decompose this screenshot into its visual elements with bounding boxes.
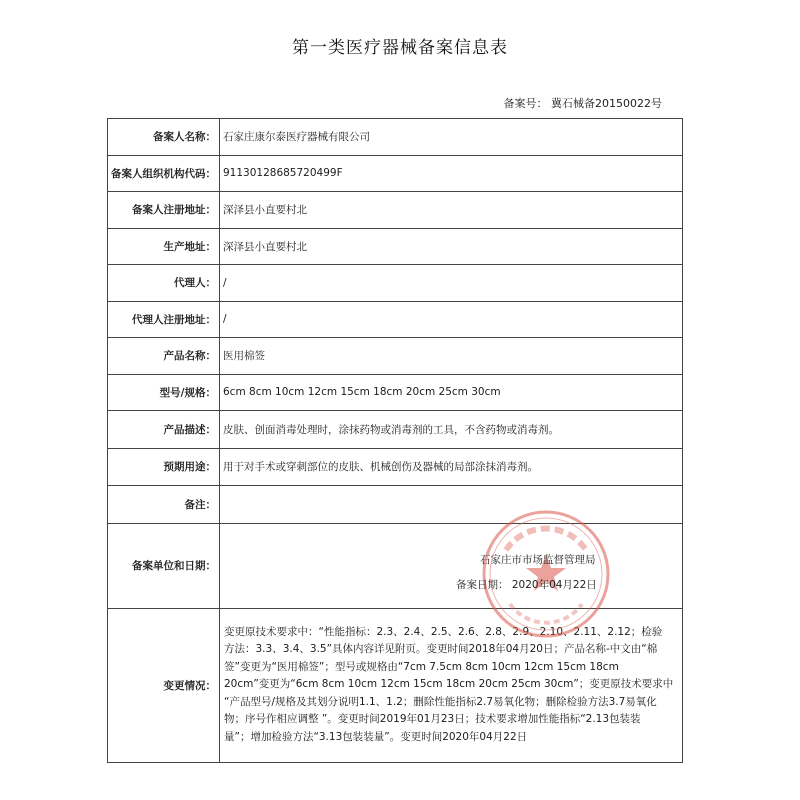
table-row bbox=[108, 301, 683, 338]
row-label: 备案人名称： bbox=[108, 119, 220, 156]
row-value: / bbox=[220, 265, 683, 302]
changes-line: 量”；增加检验方法“3.13包装装量”。变更时间2020年04月22日 bbox=[224, 730, 528, 743]
row-value: 深泽县小直要村北 bbox=[220, 228, 683, 265]
filing-date-value: 2020年04月22日 bbox=[511, 579, 597, 591]
row-value: 用于对手术或穿刺部位的皮肤、机械创伤及器械的局部涂抹消毒剂。 bbox=[220, 448, 683, 486]
row-label: 备案人注册地址： bbox=[108, 192, 220, 229]
filing-unit-label: 备案单位和日期： bbox=[108, 523, 220, 608]
row-label: 代理人注册地址： bbox=[108, 301, 220, 338]
table-row bbox=[108, 338, 683, 375]
row-value: 皮肤、创面消毒处理时，涂抹药物或消毒剂的工具，不含药物或消毒剂。 bbox=[220, 411, 683, 449]
table-row bbox=[108, 228, 683, 265]
table-row bbox=[108, 155, 683, 192]
table-row bbox=[108, 374, 683, 411]
table-row bbox=[108, 192, 683, 229]
record-number-value: 冀石械备20150022号 bbox=[551, 97, 662, 110]
changes-line: “产品型号/规格及其划分说明1.1、1.2；删除性能指标2.7易氧化物；删除检验方法3.7易氧化 bbox=[224, 695, 657, 708]
row-value: / bbox=[220, 301, 683, 338]
row-label: 产品名称： bbox=[108, 338, 220, 375]
changes-label: 变更情况： bbox=[108, 608, 220, 762]
row-label: 型号/规格： bbox=[108, 374, 220, 411]
changes-line: 方法：3.3、3.4、3.5”具体内容详见附页。变更时间2018年04月20日；产品名称-中文由“棉 bbox=[224, 643, 658, 656]
filing-table bbox=[107, 118, 683, 763]
document-title: 第一类医疗器械备案信息表 bbox=[292, 38, 508, 58]
row-label: 生产地址： bbox=[108, 228, 220, 265]
changes-line: 20cm”变更为“6cm 8cm 10cm 12cm 15cm 18cm 20cm 25cm 30cm”；变更原技术要求中 bbox=[224, 678, 674, 691]
official-seal-icon bbox=[480, 508, 612, 640]
row-value: 6cm 8cm 10cm 12cm 15cm 18cm 20cm 25cm 30cm bbox=[220, 374, 683, 411]
filing-organization: 石家庄市市场监督管理局 bbox=[480, 554, 596, 566]
record-number-label: 备案号： bbox=[503, 97, 548, 110]
row-label: 代理人： bbox=[108, 265, 220, 302]
record-number bbox=[504, 95, 663, 111]
table-row bbox=[108, 411, 683, 449]
row-value: 医用棉签 bbox=[220, 338, 683, 375]
changes-line: 变更原技术要求中：“性能指标：2.3、2.4、2.5、2.6、2.8、2.9、2.10、2.11、2.12；检验 bbox=[224, 625, 663, 638]
row-value: 深泽县小直要村北 bbox=[220, 192, 683, 229]
row-label: 备案人组织机构代码： bbox=[108, 155, 220, 192]
filing-date bbox=[456, 577, 597, 592]
row-label: 备注： bbox=[108, 486, 220, 524]
filing-date-label: 备案日期： bbox=[456, 579, 509, 591]
row-value: 91130128685720499F bbox=[220, 155, 683, 192]
row-value bbox=[220, 486, 683, 524]
table-row bbox=[108, 119, 683, 156]
changes-text bbox=[220, 608, 683, 762]
row-label: 产品描述： bbox=[108, 411, 220, 449]
filing-unit-cell bbox=[220, 523, 683, 608]
row-label: 预期用途： bbox=[108, 448, 220, 486]
row-value: 石家庄康尔泰医疗器械有限公司 bbox=[220, 119, 683, 156]
table-row bbox=[108, 448, 683, 486]
changes-line: 签”变更为“医用棉签”；型号或规格由“7cm 7.5cm 8cm 10cm 12cm 15cm 18cm bbox=[224, 660, 619, 673]
changes-line: 物；序号作相应调整 ”。变更时间2019年01月23日；技术要求增加性能指标“2.13包装装 bbox=[224, 713, 641, 726]
table-row bbox=[108, 265, 683, 302]
